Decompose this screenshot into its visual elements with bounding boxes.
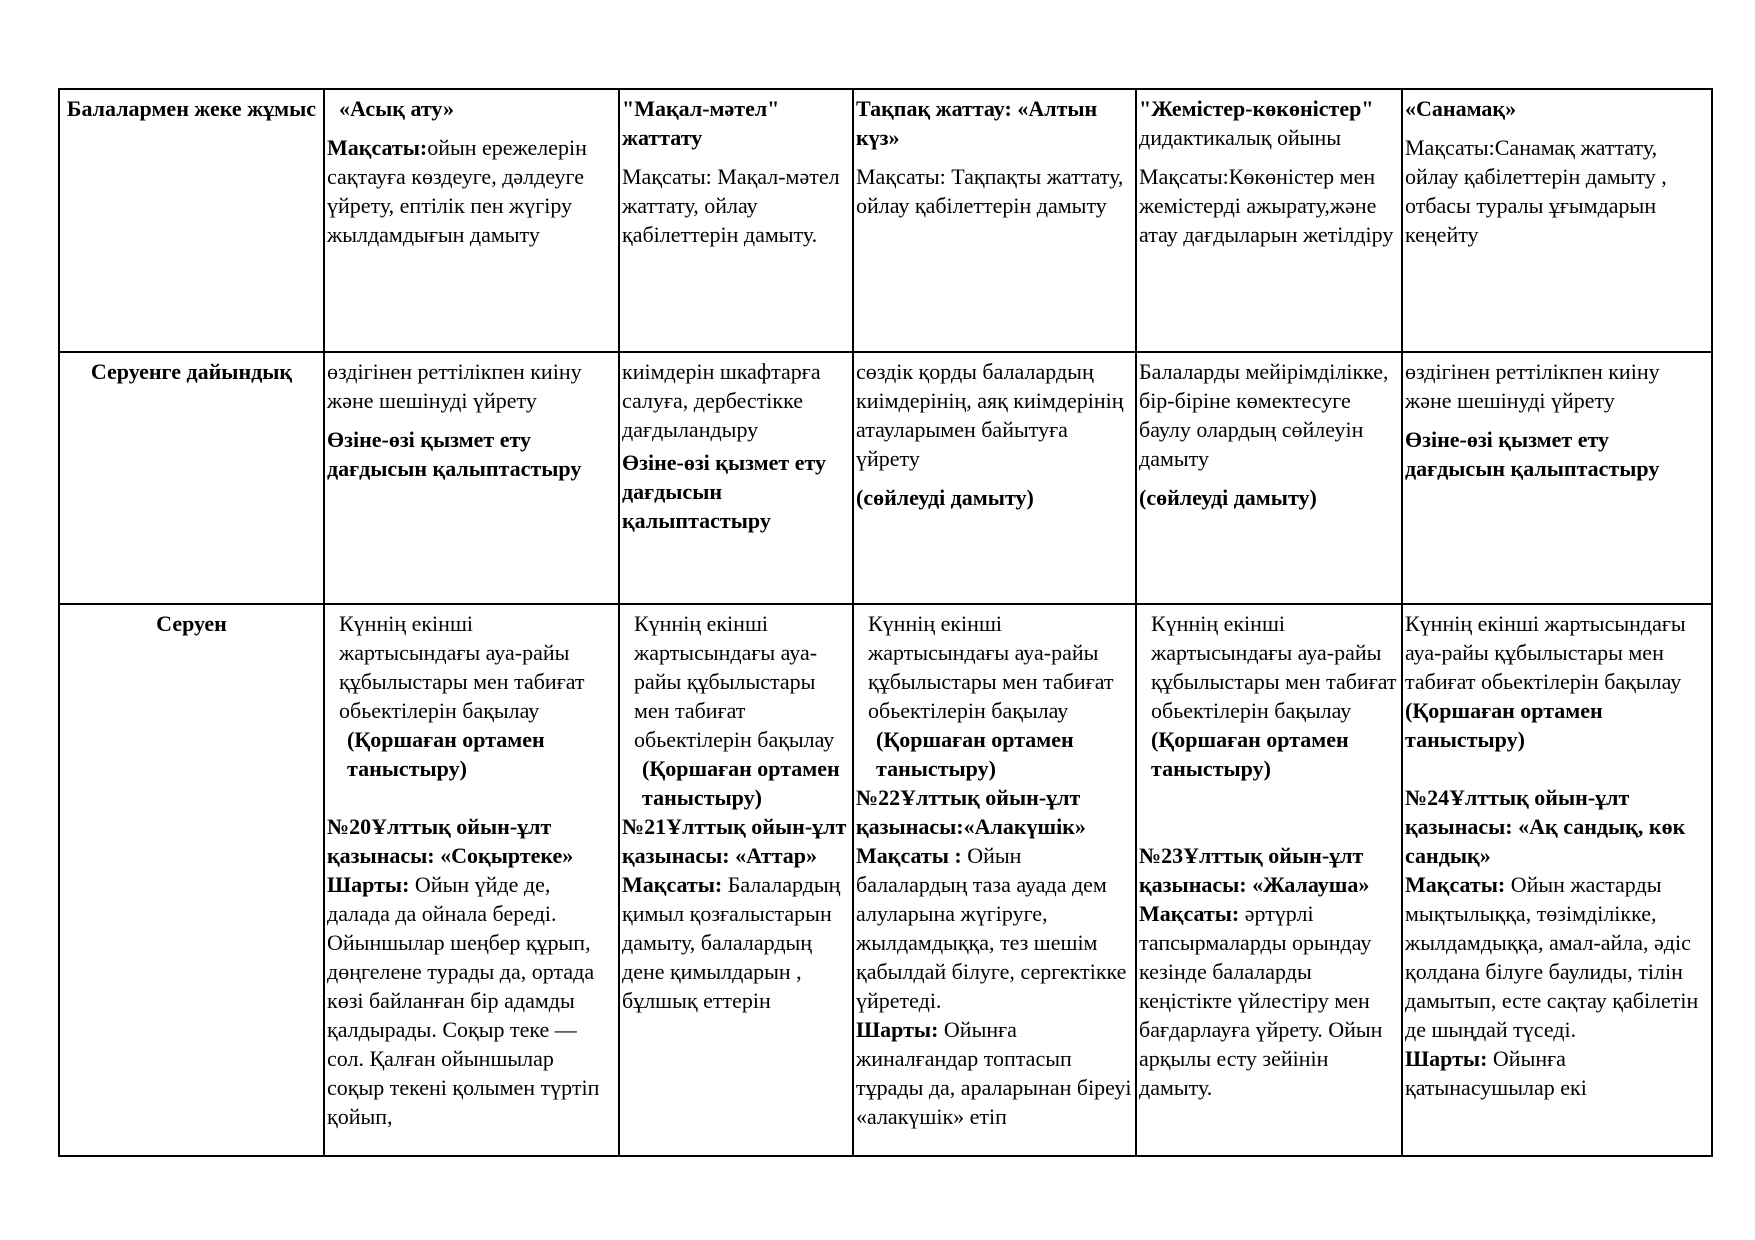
cell-text: сөздік қорды балалардың киімдерінің, аяқ киімдерінің атауларымен байытуға үйрету xyxy=(856,359,1124,471)
goal-label: Мақсаты: xyxy=(1139,901,1240,926)
cell-title: «Санамақ» xyxy=(1405,96,1517,121)
cell-text: Мақсаты: Тақпақты жаттату, ойлау қабілеттерін дамыту xyxy=(856,164,1124,218)
cell-bold: Өзіне-өзі қызмет ету дағдысын қалыптастыру xyxy=(622,450,827,533)
cell-asyk-atu xyxy=(324,89,619,352)
goal-label: Мақсаты : xyxy=(856,843,962,868)
cell-walk-2 xyxy=(619,604,853,1156)
cell-text: Мақсаты:Санамақ жаттату, ойлау қабілеттерін дамыту , отбасы туралы ұғымдарын кеңейту xyxy=(1405,135,1667,247)
cell-walk-3 xyxy=(853,604,1136,1156)
observation-text: Күннің екінші жартысындағы ауа-райы құбылыстары мен табиғат обьектілерін бақылау xyxy=(1405,611,1686,694)
game-title: №23Ұлттық ойын-ұлт қазынасы: «Жалауша» xyxy=(1139,843,1370,897)
cell-text: өздігінен реттілікпен киіну және шешінуді үйрету xyxy=(327,359,582,413)
game-rules xyxy=(856,1015,1133,1131)
cell-bold: Өзіне-өзі қызмет ету дағдысын қалыптастыру xyxy=(327,427,582,481)
goal-label: Мақсаты: xyxy=(327,135,428,160)
cell-bold: (сөйлеуді дамыту) xyxy=(856,485,1034,510)
rules-text: Ойын үйде де, далада да ойнала береді. Ойыншылар шеңбер құрып, дөңгелене турады да, ортада көзі байланған бір адамды қалдырады. Соқыр теке — сол. Қалған ойыншылар соқыр текені қолымен түртіп қойып, xyxy=(327,872,600,1129)
observation-bold: (Қоршаған ортамен таныстыру) xyxy=(876,727,1074,781)
game-title: №20Ұлттық ойын-ұлт қазынасы: «Соқыртеке» xyxy=(327,814,574,868)
cell-title: "Мақал-мәтел" жаттату xyxy=(622,96,780,150)
cell-walk-1 xyxy=(324,604,619,1156)
cell-prep-3 xyxy=(853,352,1136,604)
row-walk-preparation xyxy=(59,352,1712,604)
cell-text: Мақсаты:Көкөністер мен жемістерді ажырату,және атау дағдыларын жетілдіру xyxy=(1139,164,1394,247)
game-rules xyxy=(1405,1044,1709,1102)
rules-label: Шарты: xyxy=(327,872,410,897)
game-goal xyxy=(1139,899,1399,1102)
row-walk xyxy=(59,604,1712,1156)
game-rules xyxy=(327,870,616,1131)
goal-text: Балалардың қимыл қозғалыстарын дамыту, балалардың дене қимылдарын , бұлшық еттерін xyxy=(622,872,841,1013)
cell-goal xyxy=(327,133,616,249)
observation-text: Күннің екінші жартысындағы ауа-райы құбылыстары мен табиғат обьектілерін бақылау xyxy=(1151,611,1397,723)
cell-prep-1 xyxy=(324,352,619,604)
goal-label: Мақсаты: xyxy=(1405,872,1506,897)
observation-text: Күннің екінші жартысындағы ауа-райы құбылыстары мен табиғат обьектілерін бақылау xyxy=(634,611,835,752)
cell-takpak xyxy=(853,89,1136,352)
cell-subtitle: дидактикалық ойыны xyxy=(1139,125,1342,150)
game-title: №21Ұлттық ойын-ұлт қазынасы: «Аттар» xyxy=(622,814,847,868)
cell-bold: (сөйлеуді дамыту) xyxy=(1139,485,1317,510)
goal-text: әртүрлі тапсырмаларды орындау кезінде балаларды кеңістікте үйлестіру мен бағдарлауға үйрету. Ойын арқылы есту зейінін дамыту. xyxy=(1139,901,1383,1100)
row-label: Серуен xyxy=(59,604,324,1156)
cell-text: Балаларды мейірімділікке, бір-біріне көмектесуге баулу олардың сөйлеуін дамыту xyxy=(1139,359,1389,471)
game-goal xyxy=(622,870,850,1015)
game-goal xyxy=(1405,870,1709,1044)
rules-text: Ойынға қатынасушылар екі xyxy=(1405,1046,1587,1100)
cell-prep-5 xyxy=(1402,352,1712,604)
goal-text: ойын ережелерін сақтауға көздеуге, дәлдеуге үйрету, ептілік пен жүгіру жылдамдығын дамыту xyxy=(327,135,587,247)
cell-title: Тақпақ жаттау: «Алтын күз» xyxy=(856,96,1098,150)
plan-table xyxy=(58,88,1713,1157)
rules-text: Ойынға жиналғандар топтасып тұрады да, араларынан біреуі «алакүшік» етіп xyxy=(856,1017,1132,1129)
row-label: Серуенге дайындық xyxy=(59,352,324,604)
cell-makal-matel xyxy=(619,89,853,352)
observation-bold: (Қоршаған ортамен таныстыру) xyxy=(1405,698,1603,752)
cell-walk-5 xyxy=(1402,604,1712,1156)
rules-label: Шарты: xyxy=(1405,1046,1488,1071)
game-goal xyxy=(856,841,1133,1015)
cell-zhemister xyxy=(1136,89,1402,352)
game-title: №24Ұлттық ойын-ұлт қазынасы: «Ақ сандық, көк сандық» xyxy=(1405,785,1686,868)
cell-prep-4 xyxy=(1136,352,1402,604)
observation-bold: (Қоршаған ортамен таныстыру) xyxy=(347,727,545,781)
cell-text: Мақсаты: Мақал-мәтел жаттату, ойлау қабілеттерін дамыту. xyxy=(622,164,840,247)
cell-title: "Жемістер-көкөністер" xyxy=(1139,96,1374,121)
goal-label: Мақсаты: xyxy=(622,872,723,897)
cell-bold: Өзіне-өзі қызмет ету дағдысын қалыптастыру xyxy=(1405,427,1660,481)
observation-bold: (Қоршаған ортамен таныстыру) xyxy=(642,756,840,810)
cell-prep-2 xyxy=(619,352,853,604)
cell-title: «Асық ату» xyxy=(339,96,454,121)
cell-text: киімдерін шкафтарға салуға, дербестікке дағдыландыру xyxy=(622,359,821,442)
row-label: Балалармен жеке жұмыс xyxy=(59,89,324,352)
goal-text: Ойын балалардың таза ауада дем алуларына жүгіруге, жылдамдыққа, тез шешім қабылдай білуге, сергектікке үйретеді. xyxy=(856,843,1127,1013)
cell-sanamak xyxy=(1402,89,1712,352)
observation-text: Күннің екінші жартысындағы ауа-райы құбылыстары мен табиғат обьектілерін бақылау xyxy=(868,611,1114,723)
game-title: №22Ұлттық ойын-ұлт қазынасы:«Алакүшік» xyxy=(856,785,1086,839)
cell-text: өздігінен реттілікпен киіну және шешінуді үйрету xyxy=(1405,359,1660,413)
observation-text: Күннің екінші жартысындағы ауа-райы құбылыстары мен табиғат обьектілерін бақылау xyxy=(339,611,585,723)
goal-text: Ойын жастарды мықтылыққа, төзімділікке, жылдамдыққа, амал-айла, әдіс қолдана білуге баулиды, тілін дамытып, есте сақтау қабілетін де шыңдай түседі. xyxy=(1405,872,1699,1042)
rules-label: Шарты: xyxy=(856,1017,939,1042)
observation-bold: (Қоршаған ортамен таныстыру) xyxy=(1151,727,1349,781)
row-individual-work xyxy=(59,89,1712,352)
cell-walk-4 xyxy=(1136,604,1402,1156)
